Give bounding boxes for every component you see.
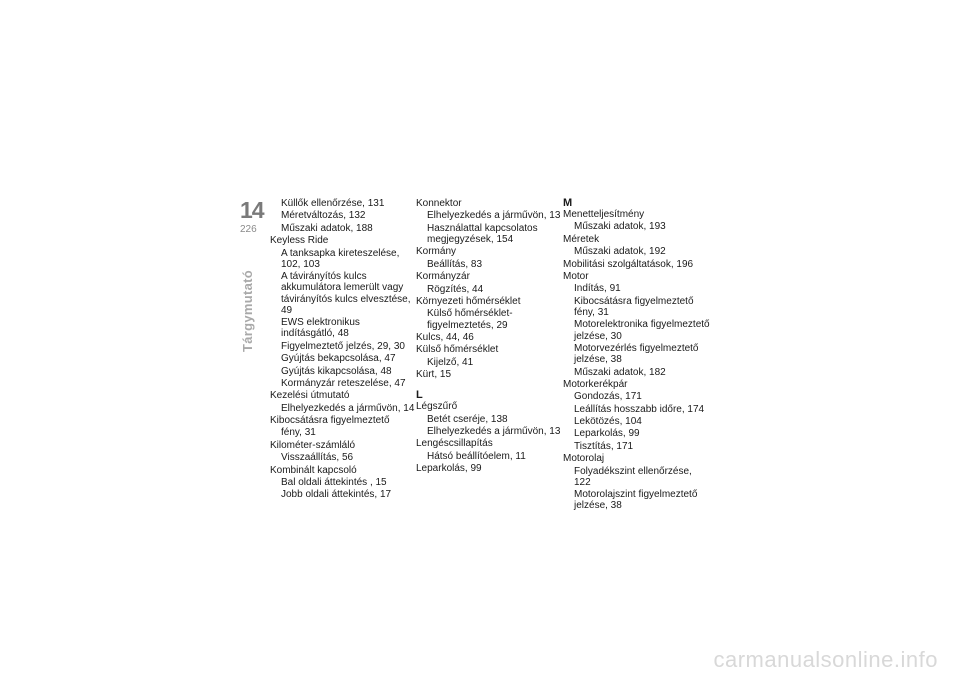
index-entry: Méretek bbox=[563, 233, 600, 245]
index-entry: Kilométer-számláló bbox=[270, 439, 356, 451]
index-subentry: Műszaki adatok, 188 bbox=[281, 222, 373, 234]
side-section-title: Tárgymutató bbox=[240, 269, 255, 352]
index-letter-heading: L bbox=[416, 389, 423, 402]
index-entry: Keyless Ride bbox=[270, 235, 329, 247]
index-subentry: Rögzítés, 44 bbox=[427, 283, 484, 295]
index-entry: Kormányzár bbox=[416, 271, 470, 283]
index-entry: Lengéscsillapítás bbox=[416, 438, 493, 450]
index-entry: Mobilitási szolgáltatások, 196 bbox=[563, 258, 694, 270]
watermark: carmanualsonline.info bbox=[713, 647, 938, 672]
index-entry: Külső hőmérséklet bbox=[416, 344, 499, 356]
index-entry: Motorolaj bbox=[563, 453, 605, 465]
page-number: 226 bbox=[240, 224, 257, 235]
index-entry: Kormány bbox=[416, 246, 457, 258]
index-subentry: Bal oldali áttekintés , 15 bbox=[281, 477, 387, 489]
index-subentry: fény, 31 bbox=[281, 427, 316, 439]
index-subentry: Leállítás hosszabb időre, 174 bbox=[574, 403, 705, 415]
index-subentry: Gyújtás bekapcsolása, 47 bbox=[281, 353, 396, 365]
index-subentry: Külső hőmérséklet-figyelmeztetés, 29 bbox=[427, 308, 513, 331]
index-subentry: Tisztítás, 171 bbox=[574, 440, 634, 452]
index-subentry: Kormányzár reteszelése, 47 bbox=[281, 377, 406, 389]
index-subentry: A tanksapka kireteszelése, 102, 103 bbox=[281, 247, 400, 270]
index-entry: Környezeti hőmérséklet bbox=[416, 295, 521, 307]
index-subentry: Elhelyezkedés a járművön, 14 bbox=[281, 402, 415, 414]
index-entry: Motor bbox=[563, 270, 589, 282]
index-subentry: Méretváltozás, 132 bbox=[281, 210, 366, 222]
index-subentry: Hátsó beállítóelem, 11 bbox=[427, 450, 526, 462]
index-entry: Kombinált kapcsoló bbox=[270, 464, 357, 476]
index-column-2 bbox=[416, 198, 564, 474]
index-subentry: Használattal kapcsolatos megjegyzések, 154 bbox=[427, 222, 538, 245]
chapter-tab bbox=[240, 198, 266, 235]
index-subentry: Gyújtás kikapcsolása, 48 bbox=[281, 365, 392, 377]
index-subentry: Folyadékszint ellenőrzése, 122 bbox=[574, 465, 692, 488]
index-column-1 bbox=[270, 198, 415, 501]
index-subentry: Visszaállítás, 56 bbox=[281, 452, 354, 464]
index-subentry: A távirányítós kulcs akkumulátora lemerült vagy távirányítós kulcs elvesztése, 49 bbox=[281, 271, 411, 316]
index-entry: Leparkolás, 99 bbox=[416, 463, 482, 475]
index-subentry: Jobb oldali áttekintés, 17 bbox=[281, 489, 392, 501]
index-subentry: Elhelyezkedés a járművön, 13 bbox=[427, 426, 561, 438]
index-column-3 bbox=[563, 198, 711, 512]
index-entry: Konnektor bbox=[416, 198, 462, 209]
index-entry: Kibocsátásra figyelmeztető bbox=[270, 415, 390, 427]
index-entry: Menetteljesítmény bbox=[563, 209, 645, 220]
index-subentry: EWS elektronikus indításgátló, 48 bbox=[281, 317, 360, 340]
index-subentry: Motorvezérlés figyelmeztető jelzése, 38 bbox=[574, 342, 699, 366]
index-entry: Kezelési útmutató bbox=[270, 390, 350, 402]
index-letter-heading: M bbox=[563, 197, 573, 209]
index-subentry: Műszaki adatok, 182 bbox=[574, 366, 666, 378]
index-entry: Kulcs, 44, 46 bbox=[416, 331, 474, 343]
index-subentry: Kijelző, 41 bbox=[427, 356, 474, 368]
index-subentry: Gondozás, 171 bbox=[574, 391, 642, 403]
index-subentry: Küllők ellenőrzése, 131 bbox=[281, 198, 385, 209]
index-subentry: Indítás, 91 bbox=[574, 283, 621, 295]
index-subentry: Leparkolás, 99 bbox=[574, 428, 640, 440]
index-subentry: Figyelmeztető jelzés, 29, 30 bbox=[281, 340, 405, 352]
index-subentry: Betét cseréje, 138 bbox=[427, 413, 508, 425]
index-entry: Kürt, 15 bbox=[416, 369, 452, 381]
index-subentry: Kibocsátásra figyelmeztető fény, 31 bbox=[574, 295, 694, 318]
index-subentry: Motorelektronika figyelmeztető jelzése, 30 bbox=[574, 319, 710, 342]
index-subentry: Műszaki adatok, 192 bbox=[574, 246, 666, 258]
index-entry: Motorkerékpár bbox=[563, 378, 628, 390]
index-entry: Légszűrő bbox=[416, 401, 458, 413]
index-subentry: Motorolajszint figyelmeztető jelzése, 38 bbox=[574, 489, 698, 512]
index-subentry: Beállítás, 83 bbox=[427, 258, 483, 270]
chapter-number: 14 bbox=[240, 197, 264, 223]
index-subentry: Műszaki adatok, 193 bbox=[574, 221, 666, 233]
index-subentry: Lekötözés, 104 bbox=[574, 416, 642, 428]
index-subentry: Elhelyezkedés a járművön, 13 bbox=[427, 210, 561, 222]
